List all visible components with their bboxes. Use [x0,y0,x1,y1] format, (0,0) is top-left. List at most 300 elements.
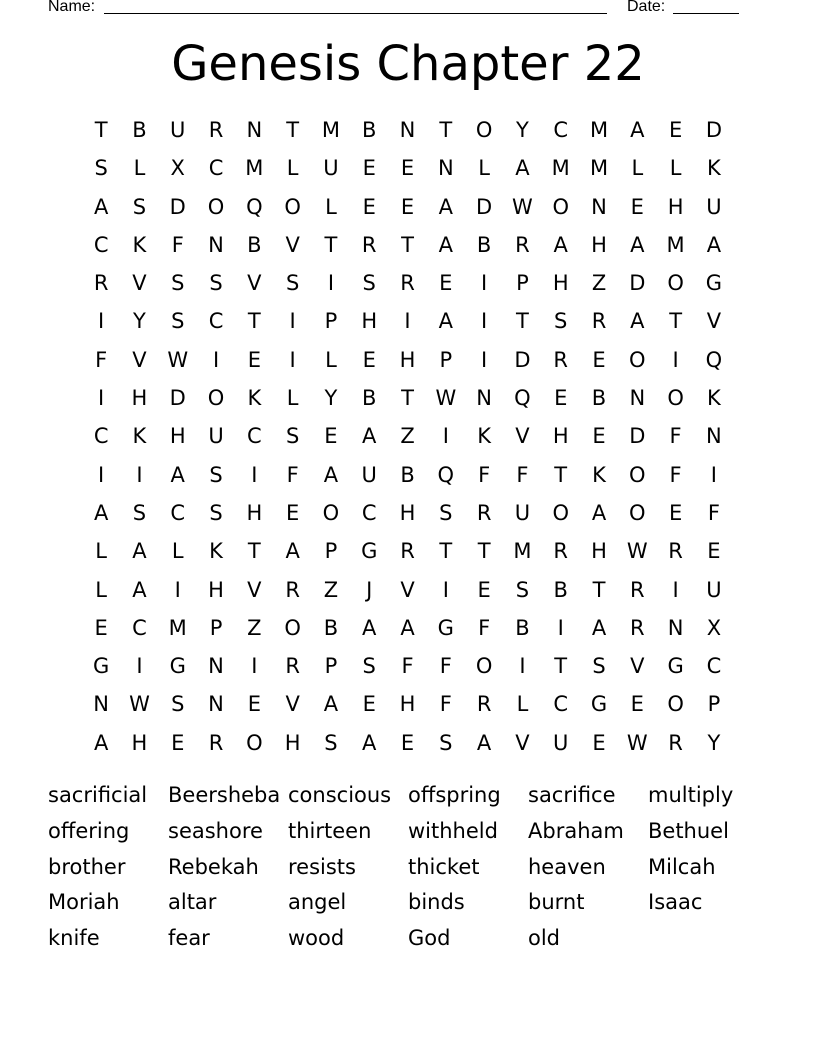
grid-cell[interactable]: R [515,232,530,257]
grid-cell[interactable]: I [442,424,449,449]
grid-cell[interactable]: A [323,692,339,717]
grid-cell[interactable]: B [132,118,147,142]
grid-cell[interactable]: E [247,347,261,372]
grid-cell[interactable]: I [251,462,258,487]
grid-cell[interactable]: R [208,730,224,755]
grid-cell[interactable]: P [516,271,529,296]
grid-cell[interactable]: I [136,654,143,679]
grid-cell[interactable]: S [209,271,223,296]
grid-cell[interactable]: U [170,118,186,142]
grid-cell[interactable]: E [554,386,568,411]
grid-cell[interactable]: K [132,424,147,449]
grid-cell[interactable]: T [247,539,261,564]
grid-cell[interactable]: L [133,156,146,181]
grid-cell[interactable]: F [707,500,720,525]
grid-cell[interactable]: O [207,386,225,411]
grid-cell[interactable]: F [478,615,491,640]
grid-cell[interactable]: E [592,424,606,449]
grid-cell[interactable]: I [442,577,449,602]
grid-cell[interactable]: L [95,539,107,564]
grid-cell[interactable]: C [361,500,377,525]
grid-cell[interactable]: S [592,654,606,679]
grid-cell[interactable]: M [321,118,340,142]
grid-cell[interactable]: V [285,692,300,717]
word-list [48,777,768,956]
grid-cell[interactable]: S [554,309,568,334]
grid-cell[interactable]: T [439,118,453,142]
grid-cell[interactable]: M [551,156,570,181]
grid-cell[interactable]: F [95,347,108,372]
grid-cell[interactable]: I [289,347,296,372]
grid-cell[interactable]: H [246,500,263,525]
grid-cell[interactable]: K [247,386,262,411]
grid-cell[interactable]: A [515,156,530,181]
grid-cell[interactable]: T [439,539,453,564]
grid-cell[interactable]: R [476,692,492,717]
grid-cell[interactable]: P [209,615,223,640]
grid-cell[interactable]: I [98,386,105,411]
grid-cell[interactable]: O [667,692,684,717]
grid-cell[interactable]: I [174,577,181,602]
grid-cell[interactable]: A [591,500,607,525]
grid-cell[interactable]: C [553,692,569,717]
grid-cell[interactable]: R [630,615,645,640]
grid-cell[interactable]: Z [323,577,339,602]
grid-cell[interactable]: M [513,539,532,564]
grid-cell[interactable]: L [669,156,682,181]
grid-cell[interactable]: H [169,424,186,449]
grid-cell[interactable]: Y [133,309,146,334]
grid-cell[interactable]: L [325,347,337,372]
grid-cell[interactable]: A [438,194,453,219]
grid-cell[interactable]: S [209,500,223,525]
grid-cell[interactable]: L [631,156,644,181]
word-list-item: conscious [288,783,392,807]
grid-cell[interactable]: B [247,232,262,257]
grid-cell[interactable]: A [438,309,453,334]
grid-cell[interactable]: O [207,194,225,219]
grid-cell[interactable]: W [512,194,533,219]
grid-cell[interactable]: V [515,730,530,755]
grid-cell[interactable]: G [667,654,684,679]
grid-cell[interactable]: V [400,577,415,602]
grid-cell[interactable]: R [553,347,568,372]
grid-cell[interactable]: L [286,156,299,181]
grid-cell[interactable]: T [554,654,568,679]
grid-cell[interactable]: T [516,309,529,334]
grid-cell[interactable]: V [706,309,722,334]
grid-cell[interactable]: F [439,692,452,717]
grid-cell[interactable]: A [400,615,415,640]
grid-cell[interactable]: D [629,271,646,296]
grid-cell[interactable]: N [246,118,263,142]
grid-cell[interactable]: M [168,615,187,640]
grid-cell[interactable]: H [399,347,416,372]
grid-cell[interactable]: O [322,500,340,525]
grid-cell[interactable]: E [400,194,415,219]
grid-cell[interactable]: I [672,347,679,372]
grid-cell[interactable]: S [209,462,223,487]
grid-cell[interactable]: S [362,654,376,679]
word-list-item: Abraham [528,818,624,843]
grid-cell[interactable]: H [552,271,569,296]
grid-cell[interactable]: E [477,577,491,602]
grid-cell[interactable]: L [325,194,337,219]
grid-cell[interactable]: Y [516,118,529,142]
grid-cell[interactable]: H [591,539,607,564]
grid-cell[interactable]: V [132,271,147,296]
grid-cell[interactable]: Q [705,347,723,372]
grid-cell[interactable]: O [667,386,684,411]
grid-cell[interactable]: A [630,309,645,334]
grid-cell[interactable]: S [132,194,147,219]
grid-cell[interactable]: I [519,654,526,679]
grid-cell[interactable]: I [212,347,220,372]
grid-cell[interactable]: R [476,500,492,525]
grid-cell[interactable]: B [476,232,492,257]
grid-cell[interactable]: E [362,156,376,181]
grid-cell[interactable]: F [286,462,299,487]
grid-cell[interactable]: O [629,462,646,487]
grid-cell[interactable]: T [477,539,491,564]
grid-cell[interactable]: B [515,615,530,640]
grid-cell[interactable]: A [630,118,645,142]
grid-cell[interactable]: R [400,539,415,564]
grid-cell[interactable]: G [705,271,723,296]
grid-cell[interactable]: N [591,194,607,219]
grid-cell[interactable]: E [171,730,185,755]
grid-cell[interactable]: S [285,424,300,449]
grid-cell[interactable]: B [553,577,568,602]
grid-cell[interactable]: P [707,692,721,717]
grid-cell[interactable]: Z [247,615,262,640]
grid-cell[interactable]: S [94,156,108,181]
grid-cell[interactable]: Q [437,462,455,487]
name-blank-line[interactable] [104,13,607,14]
grid-cell[interactable]: I [136,462,143,487]
grid-cell[interactable]: W [167,347,189,372]
grid-cell[interactable]: V [132,347,147,372]
grid-cell[interactable]: N [208,654,224,679]
grid-cell[interactable]: T [401,386,414,411]
grid-cell[interactable]: Q [246,194,263,219]
grid-cell[interactable]: U [323,156,339,181]
grid-cell[interactable]: R [361,232,377,257]
grid-cell[interactable]: E [362,347,376,372]
grid-cell[interactable]: I [404,309,411,334]
grid-cell[interactable]: A [630,232,645,257]
grid-cell[interactable]: H [131,386,148,411]
grid-cell[interactable]: C [170,500,186,525]
grid-cell[interactable]: O [552,500,569,525]
grid-cell[interactable]: O [552,194,569,219]
grid-cell[interactable]: H [208,577,224,602]
grid-cell[interactable]: A [323,462,339,487]
grid-cell[interactable]: C [208,309,224,334]
grid-cell[interactable]: O [629,500,646,525]
grid-cell[interactable]: R [285,654,300,679]
grid-cell[interactable]: U [208,424,224,449]
grid-cell[interactable]: P [324,309,338,334]
grid-cell[interactable]: S [171,309,185,334]
grid-cell[interactable]: F [439,654,452,679]
grid-cell[interactable]: G [361,539,378,564]
grid-cell[interactable]: T [324,232,338,257]
grid-cell[interactable]: S [285,271,300,296]
grid-cell[interactable]: O [475,654,493,679]
grid-cell[interactable]: I [481,271,488,296]
grid-cell[interactable]: L [516,692,529,717]
grid-cell[interactable]: V [285,232,300,257]
grid-cell[interactable]: A [362,730,377,755]
grid-cell[interactable]: E [630,194,644,219]
grid-cell[interactable]: V [247,271,262,296]
grid-cell[interactable]: E [439,271,453,296]
grid-cell[interactable]: W [626,730,648,755]
grid-cell[interactable]: I [98,462,105,487]
grid-cell[interactable]: N [667,615,684,640]
grid-cell[interactable]: N [706,424,722,449]
grid-cell[interactable]: C [553,118,569,142]
grid-cell[interactable]: N [476,386,492,411]
date-blank-line[interactable] [673,13,739,14]
grid-cell[interactable]: N [399,118,416,142]
grid-cell[interactable]: A [438,232,453,257]
grid-cell[interactable]: I [481,309,488,334]
grid-cell[interactable]: S [324,730,338,755]
grid-cell[interactable]: F [516,462,529,487]
grid-cell[interactable]: L [478,156,490,181]
grid-cell[interactable]: E [630,692,644,717]
grid-cell[interactable]: T [554,462,568,487]
grid-cell[interactable]: O [284,615,301,640]
grid-cell[interactable]: A [362,424,377,449]
grid-cell[interactable]: D [169,386,186,411]
grid-cell[interactable]: A [362,615,377,640]
grid-cell[interactable]: S [132,500,147,525]
grid-cell[interactable]: M [245,156,264,181]
grid-cell[interactable]: F [669,424,682,449]
grid-cell[interactable]: A [93,730,109,755]
grid-cell[interactable]: R [93,271,109,296]
grid-cell[interactable]: L [95,577,107,602]
grid-cell[interactable]: Y [707,730,721,755]
grid-cell[interactable]: A [132,577,147,602]
grid-cell[interactable]: C [132,615,147,640]
grid-row [82,264,733,302]
grid-cell[interactable]: U [553,730,569,755]
grid-cell[interactable]: D [514,347,531,372]
grid-cell[interactable]: F [478,462,491,487]
grid-cell[interactable]: I [98,309,105,334]
grid-cell[interactable]: S [439,730,453,755]
grid-cell[interactable]: G [93,654,110,679]
grid-cell[interactable]: E [668,500,683,525]
grid-row [82,341,733,379]
word-list-item: Moriah [48,890,120,915]
grid-cell[interactable]: S [171,692,185,717]
grid-cell[interactable]: E [400,156,415,181]
grid-cell[interactable]: F [171,232,184,257]
grid-cell[interactable]: A [706,232,722,257]
grid-cell[interactable]: Z [400,424,415,449]
grid-cell[interactable]: K [707,386,721,411]
grid-cell[interactable]: R [208,118,224,142]
grid-cell[interactable]: K [592,462,606,487]
grid-cell[interactable]: C [93,424,109,449]
grid-cell[interactable]: A [476,730,492,755]
grid-cell[interactable]: A [93,194,109,219]
grid-cell[interactable]: N [208,232,224,257]
grid-cell[interactable]: M [666,232,685,257]
grid-cell[interactable]: I [289,309,296,334]
grid-cell[interactable]: D [629,424,646,449]
grid-cell[interactable]: C [208,156,224,181]
grid-cell[interactable]: L [286,386,299,411]
grid-cell[interactable]: E [592,730,606,755]
grid-cell[interactable]: H [667,194,684,219]
grid-cell[interactable]: A [93,500,109,525]
grid-cell[interactable]: B [591,386,607,411]
grid-cell[interactable]: U [514,500,531,525]
grid-cell[interactable]: V [247,577,262,602]
grid-cell[interactable]: I [251,654,258,679]
grid-cell[interactable]: E [247,692,261,717]
grid-cell[interactable]: S [171,271,185,296]
grid-cell[interactable]: B [400,462,415,487]
grid-cell[interactable]: B [323,615,339,640]
grid-cell[interactable]: X [170,156,185,181]
grid-cell[interactable]: T [247,309,261,334]
grid-cell[interactable]: E [668,118,683,142]
grid-cell[interactable]: R [400,271,415,296]
grid-cell[interactable]: F [401,654,414,679]
grid-cell[interactable]: V [515,424,530,449]
grid-cell[interactable]: E [285,500,300,525]
grid-cell[interactable]: T [286,118,300,142]
grid-cell[interactable]: U [706,577,722,602]
grid-cell[interactable]: G [590,692,608,717]
grid-cell[interactable]: O [284,194,301,219]
grid-cell[interactable]: C [93,232,109,257]
grid-cell[interactable]: Z [591,271,607,296]
grid-cell[interactable]: S [515,577,530,602]
grid-cell[interactable]: H [399,692,416,717]
grid-cell[interactable]: I [327,271,335,296]
grid-cell[interactable]: F [669,462,682,487]
grid-cell[interactable]: K [132,232,147,257]
grid-cell[interactable]: B [362,386,377,411]
grid-cell[interactable]: A [591,615,607,640]
grid-cell[interactable]: A [553,232,568,257]
grid-cell[interactable]: B [362,118,377,142]
grid-cell[interactable]: W [626,539,648,564]
grid-cell[interactable]: Q [514,386,531,411]
grid-cell[interactable]: X [706,615,722,640]
grid-cell[interactable]: T [669,309,683,334]
grid-cell[interactable]: G [437,615,454,640]
grid-cell[interactable]: A [170,462,185,487]
grid-cell[interactable]: E [362,692,376,717]
grid-cell[interactable]: T [94,118,108,142]
grid-cell[interactable]: I [710,462,717,487]
grid-cell[interactable]: W [129,692,150,717]
grid-cell[interactable]: R [553,539,568,564]
grid-cell[interactable]: O [246,730,263,755]
grid-cell[interactable]: I [672,577,679,602]
grid-cell[interactable]: P [439,347,453,372]
grid-cell[interactable]: H [552,424,569,449]
grid-cell[interactable]: K [707,156,721,181]
grid-cell[interactable]: U [706,194,722,219]
grid-cell[interactable]: R [285,577,300,602]
grid-cell[interactable]: M [589,118,609,142]
grid-cell[interactable]: S [362,271,376,296]
word-list-item: heaven [528,854,606,879]
grid-cell[interactable]: D [169,194,186,219]
grid-cell[interactable]: K [477,424,491,449]
grid-cell[interactable]: R [668,539,683,564]
grid-cell[interactable]: L [171,539,184,564]
grid-cell[interactable]: D [476,194,493,219]
grid-cell[interactable]: I [481,347,488,372]
grid-cell[interactable]: E [592,347,606,372]
grid-cell[interactable]: H [131,730,148,755]
grid-cell[interactable]: T [592,577,606,602]
grid-cell[interactable]: E [362,194,376,219]
grid-cell[interactable]: O [629,347,646,372]
grid-cell[interactable]: N [629,386,646,411]
grid-cell[interactable]: E [707,539,721,564]
grid-cell[interactable]: N [93,692,109,717]
grid-cell[interactable]: E [324,424,338,449]
grid-cell[interactable]: O [475,118,493,142]
grid-cell[interactable]: R [668,730,683,755]
grid-cell[interactable]: I [557,615,564,640]
grid-cell[interactable]: P [324,654,338,679]
grid-cell[interactable]: N [208,692,224,717]
grid-cell[interactable]: Y [324,386,338,411]
grid-cell[interactable]: E [400,730,415,755]
grid-cell[interactable]: M [589,156,609,181]
grid-cell[interactable]: P [324,539,338,564]
grid-cell[interactable]: A [285,539,300,564]
word-list-item: binds [408,890,465,915]
grid-cell[interactable]: S [439,500,453,525]
grid-cell[interactable]: H [591,232,607,257]
grid-cell[interactable]: R [630,577,645,602]
grid-cell[interactable]: D [705,118,722,142]
grid-row [82,188,733,226]
grid-cell[interactable]: K [209,539,223,564]
grid-cell[interactable]: E [94,615,108,640]
grid-cell[interactable]: G [169,654,186,679]
grid-cell[interactable]: C [247,424,262,449]
grid-cell[interactable]: U [361,462,377,487]
grid-cell[interactable]: H [284,730,301,755]
grid-cell[interactable]: H [361,309,378,334]
grid-cell[interactable]: C [706,654,722,679]
grid-cell[interactable]: V [630,654,645,679]
grid-cell[interactable]: N [437,156,454,181]
grid-cell[interactable]: A [132,539,147,564]
grid-cell[interactable]: R [591,309,607,334]
grid-cell[interactable]: H [399,500,416,525]
grid-cell[interactable]: O [667,271,684,296]
grid-cell[interactable]: J [366,577,373,602]
grid-cell[interactable]: T [401,232,414,257]
grid-cell[interactable]: W [435,386,457,411]
